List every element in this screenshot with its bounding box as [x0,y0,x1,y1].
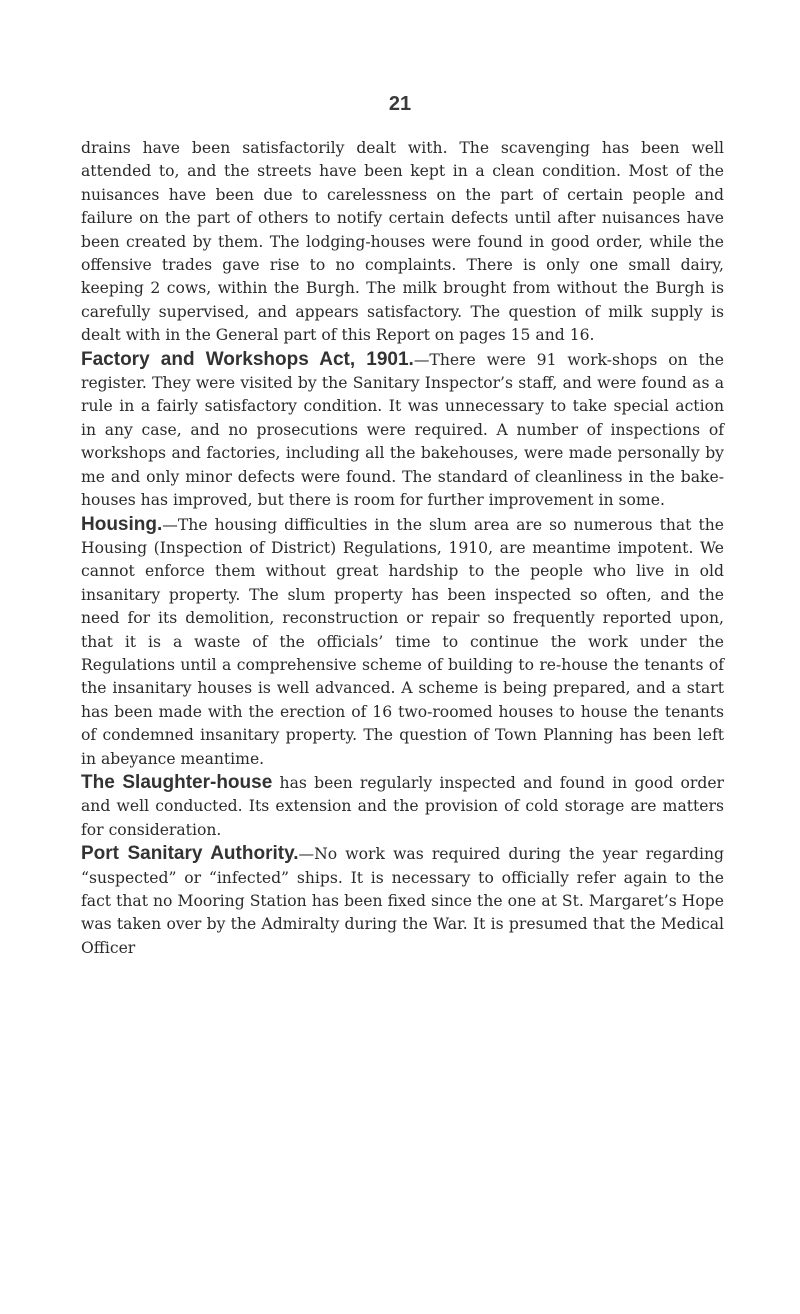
paragraph-text: has been regularly inspected and found in good order and well conducted. Its extension and the provision of cold storage are matters for consideration. [81,773,724,839]
paragraph-slaughter-house [81,771,724,842]
paragraph-port-sanitary [81,842,724,960]
section-heading-factory-workshops: Factory and Workshops Act, 1901. [81,348,414,370]
paragraph-housing [81,513,724,771]
paragraph-factory-workshops [81,348,724,513]
paragraph-text: —No work was required during the year regarding “suspected” or “infected” ships. It is necessary to officially refer again to the fact that no Mooring Station has been fixed since the one at St. Margaret’s Hope was taken over by the Admiralty during the War. It is presumed that the Medical Officer [81,845,725,957]
paragraph-text: drains have been satisfactorily dealt with. The scavenging has been well attended to, and the streets have been kept in a clean condition. Most of the nuisances have been due to carelessness on the part of certain people and failure on the part of others to notify certain defects until after nuisances have been created by them. The lodging-houses were found in good order, while the offensive trades gave rise to no complaints. There is only one small dairy, keeping 2 cows, within the Burgh. The milk brought from without the Burgh is carefully supervised, and appears satisfactory. The question of milk supply is dealt with in the General part of this Report on pages 15 and 16. [81,139,724,345]
paragraph-text: —The housing difficulties in the slum area are so numerous that the Housing (Inspection of District) Regulations, 1910, are meantime impotent. We cannot enforce them without great hardship to the people who live in old insanitary property. The slum property has been inspected so often, and the need for its demolition, reconstruction or repair so frequently reported upon, that it is a waste of the officials’ time to continue the work under the Regulations until a comprehensive scheme of building to re-house the tenants of the insanitary houses is well advanced. A scheme is being prepared, and a start has been made with the erection of 16 two-roomed houses to house the tenants of condemned insanitary property. The question of Town Planning has been left in abeyance meantime. [81,515,724,768]
document-body [81,137,724,960]
section-heading-slaughter-house: The Slaughter-house [81,771,273,793]
section-heading-port-sanitary: Port Sanitary Authority. [81,843,299,865]
paragraph-sanitation [81,137,724,348]
paragraph-text: —There were 91 work-shops on the register. They were visited by the Sanitary Inspector’s staff, and were found as a rule in a fairly satisfactory condition. It was unnecessary to take special action in any case, and no prosecutions were required. A number of inspections of workshops and factories, including all the bakehouses, were made personally by me and only minor defects were found. The standard of cleanliness in the bake-houses has improved, but there is room for further improvement in some. [81,350,724,510]
page-number: 21 [388,93,412,115]
section-heading-housing: Housing. [81,513,163,535]
